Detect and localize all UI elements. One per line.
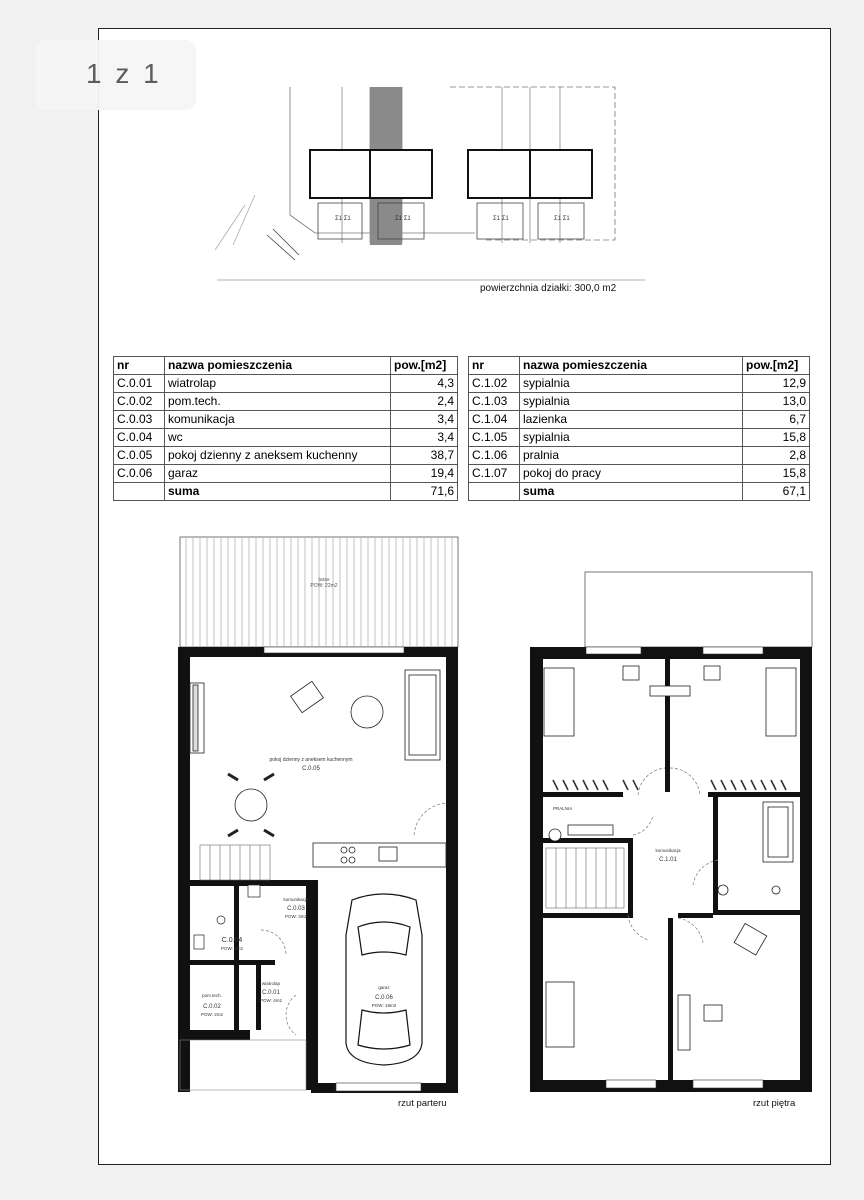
living-room-label: pokoj dzienny z aneksem kuchennym bbox=[269, 757, 353, 763]
table-row bbox=[469, 411, 810, 429]
room-table-ground-floor bbox=[113, 356, 458, 501]
cell: C.0.04 bbox=[114, 429, 165, 447]
sum-value: 71,6 bbox=[391, 483, 458, 501]
page-counter bbox=[36, 40, 196, 110]
car-icon bbox=[346, 894, 422, 1065]
cell: 3,4 bbox=[391, 429, 458, 447]
svg-text:Ʃ1 Ʃ1: Ʃ1 Ʃ1 bbox=[335, 216, 351, 222]
terrace-area: POW: 22m2 bbox=[310, 583, 338, 589]
sum-label: suma bbox=[520, 483, 743, 501]
table-sum-row bbox=[114, 483, 458, 501]
cell: wc bbox=[165, 429, 391, 447]
upper-hall-code: C.1.01 bbox=[659, 857, 677, 863]
table-row bbox=[114, 465, 458, 483]
hall-area: POW: 3m2 bbox=[285, 914, 307, 919]
cell: garaz bbox=[165, 465, 391, 483]
cell: 2,4 bbox=[391, 393, 458, 411]
column-header: nr bbox=[469, 357, 520, 375]
cell: C.1.05 bbox=[469, 429, 520, 447]
cell: C.1.02 bbox=[469, 375, 520, 393]
table-row bbox=[469, 375, 810, 393]
cell: sypialnia bbox=[520, 429, 743, 447]
room-table-upper-floor bbox=[468, 356, 810, 501]
svg-text:Ʃ1 Ʃ1: Ʃ1 Ʃ1 bbox=[554, 216, 570, 222]
ground-floor-plan bbox=[176, 535, 466, 1095]
cell bbox=[114, 483, 165, 501]
vestibule-label: wiatrolap bbox=[261, 981, 281, 986]
cell: sypialnia bbox=[520, 393, 743, 411]
table-row bbox=[469, 465, 810, 483]
vestibule-area: POW: 4m2 bbox=[260, 998, 282, 1003]
terrace-label: taras bbox=[318, 577, 330, 583]
cell: 13,0 bbox=[743, 393, 810, 411]
cell: C.1.03 bbox=[469, 393, 520, 411]
garage-label: garaz bbox=[378, 985, 390, 990]
garage-area: POW: 19m2 bbox=[371, 1003, 397, 1008]
terrace bbox=[180, 537, 458, 647]
sum-value: 67,1 bbox=[743, 483, 810, 501]
tech-room-area: POW: 2m2 bbox=[201, 1012, 223, 1017]
column-header: pow.[m2] bbox=[743, 357, 810, 375]
table-row bbox=[469, 429, 810, 447]
table-row bbox=[469, 393, 810, 411]
tech-room-label: pom.tech. bbox=[202, 993, 222, 998]
cell bbox=[469, 483, 520, 501]
cell: C.1.07 bbox=[469, 465, 520, 483]
cell: C.0.06 bbox=[114, 465, 165, 483]
cell: 2,8 bbox=[743, 447, 810, 465]
table-row bbox=[114, 393, 458, 411]
cell: C.0.01 bbox=[114, 375, 165, 393]
upper-floor-plan bbox=[528, 570, 818, 1095]
cell: C.0.03 bbox=[114, 411, 165, 429]
table-row bbox=[114, 429, 458, 447]
cell: 12,9 bbox=[743, 375, 810, 393]
table-sum-row bbox=[469, 483, 810, 501]
vestibule-code: C.0.01 bbox=[262, 990, 280, 996]
cell: 19,4 bbox=[391, 465, 458, 483]
cell: pokoj dzienny z aneksem kuchenny bbox=[165, 447, 391, 465]
cell: sypialnia bbox=[520, 375, 743, 393]
wc-area: POW: 3m2 bbox=[221, 946, 243, 951]
svg-text:Ʃ1 Ʃ1: Ʃ1 Ʃ1 bbox=[493, 216, 509, 222]
laundry-label: PRALNIA bbox=[553, 806, 573, 811]
cell: C.1.06 bbox=[469, 447, 520, 465]
cell: 38,7 bbox=[391, 447, 458, 465]
cell: komunikacja bbox=[165, 411, 391, 429]
hall-label: komunikacja bbox=[283, 897, 309, 902]
table-row bbox=[469, 447, 810, 465]
column-header: nr bbox=[114, 357, 165, 375]
column-header: nazwa pomieszczenia bbox=[520, 357, 743, 375]
cell: pralnia bbox=[520, 447, 743, 465]
cell: C.0.02 bbox=[114, 393, 165, 411]
column-header: pow.[m2] bbox=[391, 357, 458, 375]
cell: C.1.04 bbox=[469, 411, 520, 429]
table-row bbox=[114, 447, 458, 465]
svg-text:Ʃ1 Ʃ1: Ʃ1 Ʃ1 bbox=[395, 216, 411, 222]
living-room-code: C.0.05 bbox=[302, 766, 320, 772]
garage-code: C.0.06 bbox=[375, 995, 393, 1001]
cell: C.0.05 bbox=[114, 447, 165, 465]
table-row bbox=[114, 411, 458, 429]
cell: pokoj do pracy bbox=[520, 465, 743, 483]
upper-hall-label: komunikacja bbox=[655, 848, 681, 853]
hall-code: C.0.03 bbox=[287, 906, 305, 912]
cell: pom.tech. bbox=[165, 393, 391, 411]
cell: lazienka bbox=[520, 411, 743, 429]
ground-floor-caption: rzut parteru bbox=[398, 1098, 447, 1109]
cell: 4,3 bbox=[391, 375, 458, 393]
cell: 15,8 bbox=[743, 429, 810, 447]
page-counter-text: 1 z 1 bbox=[86, 58, 162, 89]
sum-label: suma bbox=[165, 483, 391, 501]
site-plan bbox=[215, 85, 645, 285]
cell: 15,8 bbox=[743, 465, 810, 483]
plot-area-caption: powierzchnia działki: 300,0 m2 bbox=[480, 283, 617, 294]
cell: 6,7 bbox=[743, 411, 810, 429]
table-row bbox=[114, 375, 458, 393]
column-header: nazwa pomieszczenia bbox=[165, 357, 391, 375]
tech-room-code: C.0.02 bbox=[203, 1004, 221, 1010]
wc-code: C.0.04 bbox=[221, 937, 243, 944]
upper-floor-caption: rzut piętra bbox=[753, 1098, 796, 1109]
cell: 3,4 bbox=[391, 411, 458, 429]
cell: wiatrolap bbox=[165, 375, 391, 393]
